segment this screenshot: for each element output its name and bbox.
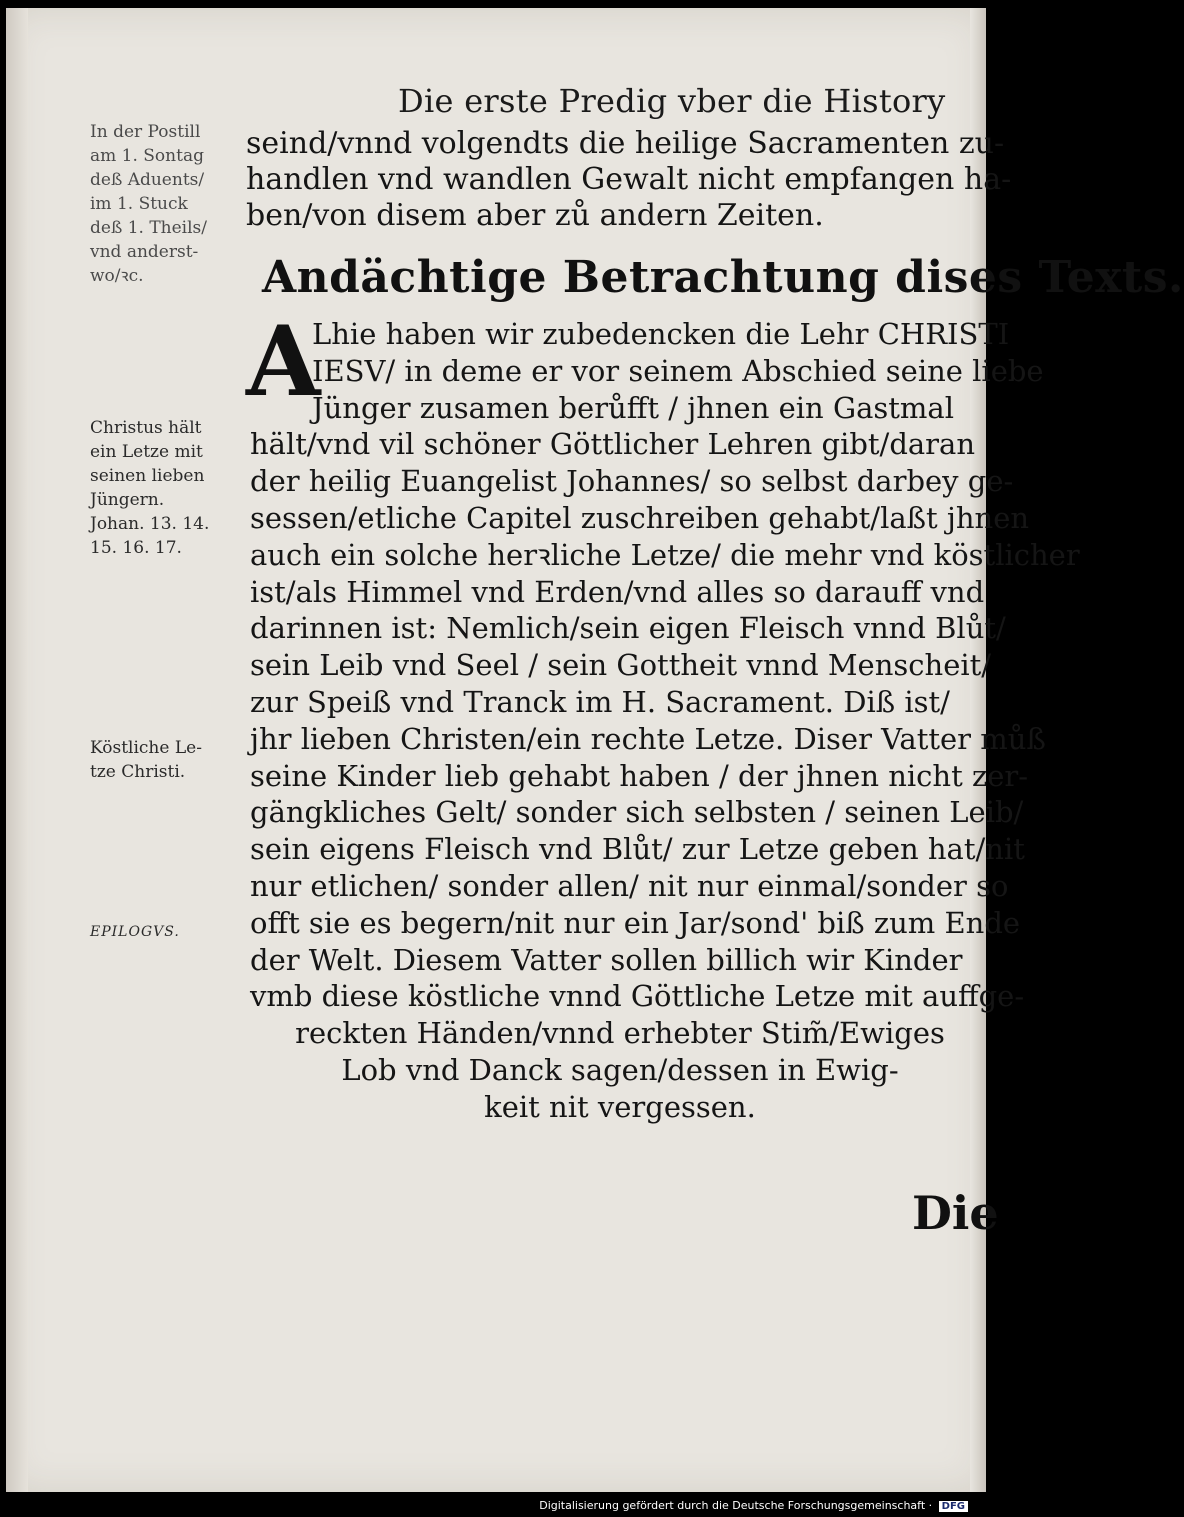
margin-note-line: ein Letze mit [90, 442, 203, 462]
text-line: sein Leib vnd Seel / sein Gottheit vnnd Menscheit/ [250, 648, 992, 683]
closing-line: reckten Händen/vnnd erhebter Stim̃/Ewiges [295, 1016, 945, 1051]
closing-line: Lob vnd Danck sagen/dessen in Ewig- [341, 1052, 899, 1087]
text-line: handlen vnd wandlen Gewalt nicht empfangen ha- [246, 162, 1012, 197]
catchword: Die [912, 1186, 999, 1240]
margin-note-line: tze Christi. [90, 762, 186, 782]
margin-note-letze [90, 736, 238, 784]
margin-note-postill [90, 120, 238, 288]
margin-note-epilogus [90, 920, 238, 944]
text-line: auch ein solche herꝛliche Letze/ die mehr vnd köstlicher [250, 537, 1080, 572]
book-page [6, 8, 1184, 1492]
text-line: offt sie es begern/nit nur ein Jar/sond' biß zum Ende [250, 905, 1021, 940]
text-line: IESV/ in deme er vor seinem Abschied seine liebe [312, 353, 1044, 388]
text-line: der heilig Euangelist Johannes/ so selbst darbey ge- [250, 464, 1014, 499]
margin-note-line: deß 1. Theils/ [90, 218, 207, 238]
page-gutter [6, 8, 28, 1492]
top-text-block [246, 126, 1012, 234]
margin-note-line: im 1. Stuck [90, 194, 188, 214]
text-line: sein eigens Fleisch vnd Blůt/ zur Letze geben hat/nit [250, 832, 1025, 867]
margin-note-line: Johan. 13. 14. [90, 514, 210, 534]
text-line: ist/als Himmel vnd Erden/vnd alles so darauff vnd [250, 574, 985, 609]
main-text-block [250, 316, 1080, 1126]
closing-line: keit nit vergessen. [484, 1089, 756, 1124]
text-line: seine Kinder lieb gehabt haben / der jhnen nicht zer- [250, 758, 1029, 793]
text-line: der Welt. Diesem Vatter sollen billich wir Kinder [250, 942, 963, 977]
credit-text: Digitalisierung gefördert durch die Deutsche Forschungsgemeinschaft [539, 1499, 926, 1512]
running-head: Die erste Predig vber die History [398, 82, 946, 120]
section-heading: Andächtige Betrachtung dises Texts. [262, 252, 1184, 303]
margin-note-line: Köstliche Le- [90, 738, 202, 758]
margin-note-line: Jüngern. [90, 490, 165, 510]
margin-note-line: wo/ꝛc. [90, 266, 144, 286]
text-line: darinnen ist: Nemlich/sein eigen Fleisch vnnd Blůt/ [250, 611, 1006, 646]
margin-note-line: Christus hält [90, 418, 202, 438]
margin-note-line: 15. 16. 17. [90, 538, 182, 558]
margin-note-line: am 1. Sontag [90, 146, 204, 166]
text-line: sessen/etliche Capitel zuschreiben gehabt/laßt jhnen [250, 500, 1030, 535]
dfg-logo: DFG [939, 1501, 968, 1512]
text-line: zur Speiß vnd Tranck im H. Sacrament. Diß ist/ [250, 684, 950, 719]
drop-initial: A [246, 305, 321, 418]
margin-note-line: seinen lieben [90, 466, 205, 486]
digitization-credit: Digitalisierung gefördert durch die Deutsche Forschungsgemeinschaft · DFG [539, 1499, 968, 1512]
margin-note-christus [90, 416, 238, 560]
text-line: seind/vnnd volgendts die heilige Sacramenten zu- [246, 126, 1005, 161]
text-line: nur etlichen/ sonder allen/ nit nur einmal/sonder so [250, 868, 1009, 903]
text-line: ben/von disem aber zů andern Zeiten. [246, 198, 824, 233]
text-line: Jünger zusamen berůfft / jhnen ein Gastmal [312, 390, 954, 425]
margin-note-line: EPILOGVS. [90, 924, 180, 940]
margin-note-line: deß Aduents/ [90, 170, 205, 190]
text-line: vmb diese köstliche vnnd Göttliche Letze mit auffge- [250, 979, 1025, 1014]
text-line: Lhie haben wir zubedencken die Lehr CHRISTI [312, 317, 1010, 351]
text-line: hält/vnd vil schöner Göttlicher Lehren gibt/daran [250, 427, 976, 462]
text-line: jhr lieben Christen/ein rechte Letze. Diser Vatter můß [250, 721, 1046, 756]
margin-note-line: vnd anderst- [90, 242, 199, 262]
margin-note-line: In der Postill [90, 122, 201, 142]
text-line: gängkliches Gelt/ sonder sich selbsten / seinen Leib/ [250, 795, 1024, 830]
